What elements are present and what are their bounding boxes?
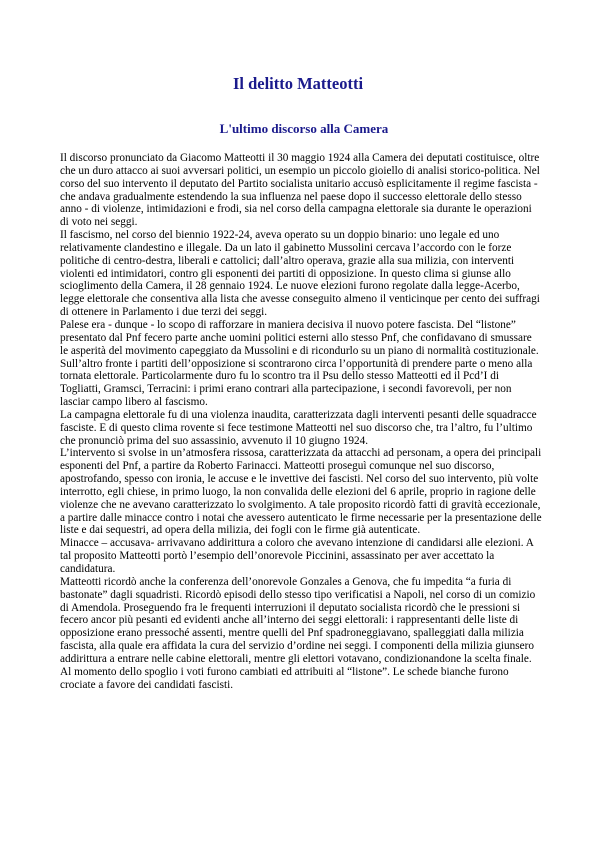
- paragraph: La campagna elettorale fu di una violenza inaudita, caratterizzata dagli interventi pesanti delle squadracce fasciste. E di questo clima rovente si fece testimone Matteotti nel suo discorso che, tra l’altro, fu l’ultimo che pronunciò prima del suo assassinio, avvenuto il 10 giugno 1924.: [60, 408, 537, 447]
- paragraph: Il discorso pronunciato da Giacomo Matteotti il 30 maggio 1924 alla Camera dei deputati costituisce, oltre che un duro attacco ai suoi avversari politici, un esempio un piccolo gioiello di analisi storico-politica. Nel corso del suo intervento il deputato del Partito socialista unitario accusò esplicitamente il regime fascista - che andava gradualmente estendendo la sua influenza nel paese dopo il successo elettorale dello stesso anno - di violenze, intimidazioni e frodi, sia nel corso della campagna elettorale sia durante le operazioni di voto nei seggi.: [60, 152, 540, 229]
- paragraph: Minacce – accusava- arrivavano addirittura a coloro che avevano intenzione di candidarsi alle elezioni. A tal proposito Matteotti portò l’esempio dell’onorevole Piccinini, assassinato per aver accettato la candidatura.: [60, 537, 534, 575]
- paragraph: Sull’altro fronte i partiti dell’opposizione si scontrarono circa l’opportunità di prendere parte o meno alla tornata elettorale. Particolarmente duro fu lo scontro tra il Psu dello stesso Matteotti ed il Pcd’I di Togliatti, Gramsci, Terracini: i primi erano contrari alla partecipazione, i secondi favorevoli, per non lasciar campo libero al fascismo.: [60, 357, 533, 409]
- paragraph: Matteotti ricordò anche la conferenza dell’onorevole Gonzales a Genova, che fu impedita “a furia di bastonate” dagli squadristi. Ricordò episodi dello stesso tipo verificatisi a Napoli, nel corso di un comizio di Amendola. Proseguendo fra le frequenti interruzioni il deputato socialista ricordò che le pressioni si fecero ancor più pesanti ed evidenti anche all’interno dei seggi elettorali: i rappresentanti delle liste di opposizione erano pressoché assenti, mentre quelli del Pnf spadroneggiavano, spalleggiati dalla milizia fascista, alla quale era affidata la cura del servizio d’ordine nei seggi. I componenti della milizia giunsero addirittura a entrare nelle cabine elettorali, mentre gli elettori votavano, condizionandone la scelta finale. Al momento dello spoglio i voti furono cambiati ed attribuiti al “listone”. Le schede bianche furono crociate a favore dei candidati fascisti.: [60, 575, 536, 691]
- paragraph: Palese era - dunque - lo scopo di rafforzare in maniera decisiva il nuovo potere fascista. Del “listone” presentato dal Pnf fecero parte anche uomini politici esterni allo stesso Pnf, che confidavano di smussare le asperità del movimento capeggiato da Mussolini e di ricondurlo su un piano di normalità costituzionale.: [60, 318, 539, 357]
- document-title: Il delitto Matteotti: [232, 74, 364, 93]
- paragraph: Il fascismo, nel corso del biennio 1922-24, aveva operato su un doppio binario: uno legale ed uno relativamente clandestino e illegale. Da un lato il gabinetto Mussolini cercava l’accordo con le forze politiche di centro-destra, liberali e cattolici; dall’altro operava, grazie alla sua milizia, con interventi violenti ed intimidatori, contro gli esponenti dei partiti di opposizione. In questo clima si giunse allo scioglimento della Camera, il 28 gennaio 1924. Le nuove elezioni furono regolate dalla legge-Acerbo, legge elettorale che consentiva alla lista che avesse conseguito almeno il venticinque per cento dei suffragi di ottenere in Parlamento i due terzi dei seggi.: [60, 229, 540, 319]
- document-subtitle: L'ultimo discorso alla Camera: [219, 121, 389, 136]
- paragraph: L’intervento si svolse in un’atmosfera rissosa, caratterizzata da attacchi ad personam, a opera dei principali esponenti del Pnf, a partire da Roberto Farinacci. Matteotti proseguì comunque nel suo discorso, apostrofando, spesso con ironia, le accuse e le invettive dei fascisti. Nel corso del suo intervento, più volte interrotto, egli chiese, in primo luogo, la non convalida delle elezioni del 6 aprile, proprio in ragione delle violenze che ne avevano caratterizzato lo svolgimento. A tale proposito ricordò fatti di gravità eccezionale, a partire dalle minacce contro i notai che avessero autenticato le firme necessarie per la presentazione delle liste e dai sequestri, ad opera della milizia, dei fogli con le firme già autenticate.: [60, 447, 542, 537]
- document-body: [60, 152, 542, 691]
